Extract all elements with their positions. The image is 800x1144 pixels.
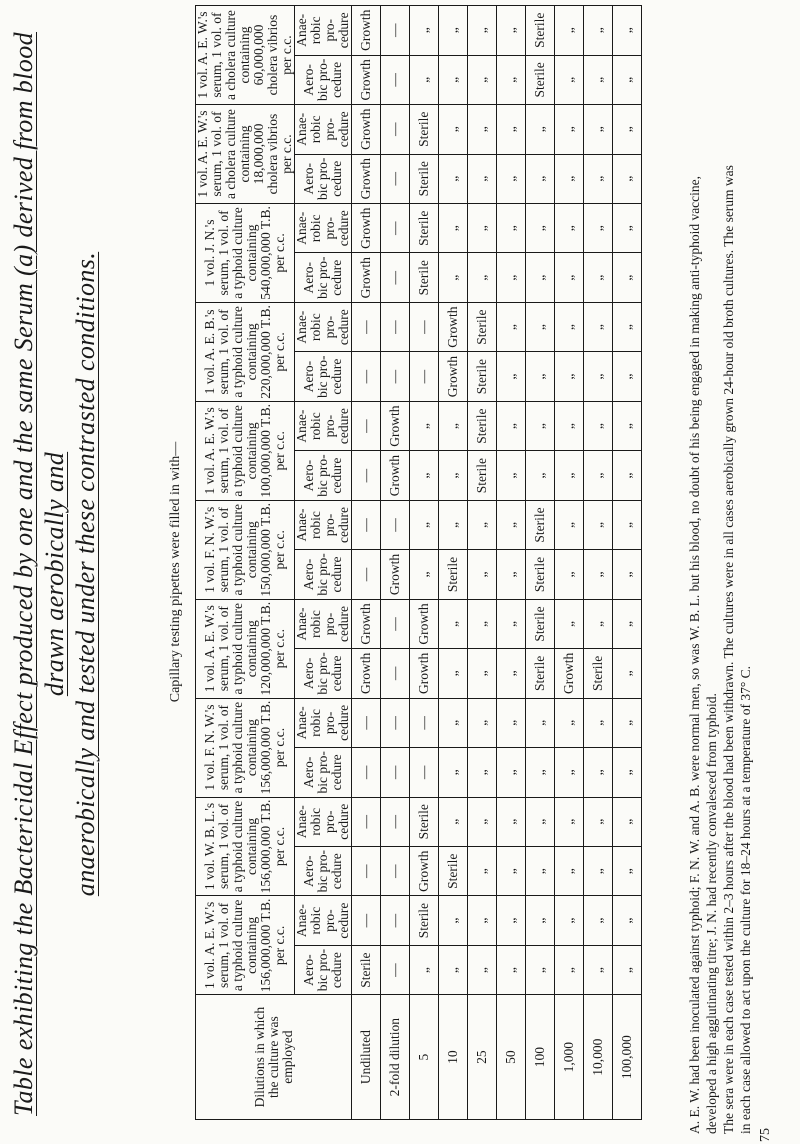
result-cell: „ [613, 302, 642, 351]
result-cell: „ [555, 6, 584, 56]
result-cell: „ [584, 253, 613, 302]
result-cell: Growth [352, 599, 381, 648]
result-cell: „ [613, 253, 642, 302]
result-cell: Growth [352, 6, 381, 56]
subheading: Capillary testing pipettes were filled in with— [168, 441, 183, 703]
result-cell: „ [526, 698, 555, 747]
result-cell: „ [555, 945, 584, 994]
result-cell: „ [468, 945, 497, 994]
result-cell: „ [526, 204, 555, 253]
result-cell: „ [468, 748, 497, 797]
result-cell: — [381, 204, 410, 253]
result-cell: „ [497, 451, 526, 500]
result-cell: „ [497, 846, 526, 895]
result-cell: Growth [352, 204, 381, 253]
result-cell: „ [584, 550, 613, 599]
result-cell: „ [613, 204, 642, 253]
group-header-row [196, 6, 295, 1120]
result-cell: „ [468, 6, 497, 56]
result-cell: „ [468, 204, 497, 253]
result-cell: „ [497, 302, 526, 351]
table-row [526, 6, 555, 1120]
table-body [352, 6, 642, 1120]
result-cell: „ [555, 896, 584, 945]
result-cell: „ [497, 401, 526, 450]
result-cell: Growth [352, 154, 381, 203]
results-table [195, 5, 642, 1120]
result-cell: „ [584, 846, 613, 895]
table-row [381, 6, 410, 1120]
dilution-cell: Undiluted [352, 995, 381, 1120]
result-cell: — [381, 154, 410, 203]
result-cell: „ [497, 748, 526, 797]
table-row [555, 6, 584, 1120]
result-cell: „ [468, 896, 497, 945]
anaerobic-header: Anae-robic pro-cedure [295, 896, 352, 945]
footnote-line: developed a high agglutinating titre; J. N. had recently convalesced from typhoid. [704, 693, 719, 1134]
footnote-line: in each case allowed to act upon the culture for 18–24 hours at a temperature of 37° C. [738, 666, 753, 1134]
result-cell: „ [468, 253, 497, 302]
result-cell: — [352, 500, 381, 549]
result-cell: — [352, 896, 381, 945]
result-cell: — [381, 896, 410, 945]
result-cell: „ [555, 253, 584, 302]
result-cell: — [352, 451, 381, 500]
result-cell: — [381, 352, 410, 401]
result-cell: — [381, 945, 410, 994]
result-cell: „ [439, 154, 468, 203]
aerobic-header: Aero-bic pro-cedure [295, 649, 352, 698]
result-cell: Sterile [410, 204, 439, 253]
result-cell: — [352, 698, 381, 747]
dilution-cell: 1,000 [555, 995, 584, 1120]
result-cell: „ [439, 797, 468, 846]
result-cell: „ [584, 55, 613, 104]
result-cell: „ [497, 550, 526, 599]
result-cell: — [381, 698, 410, 747]
column-group-header: 1 vol. A. E. W.'s serum, 1 vol. of a typhoid culture containing 120,000,000 T.B. per c.c. [196, 599, 295, 698]
result-cell: „ [613, 698, 642, 747]
column-group-header: 1 vol. A. E. W.'s serum, 1 vol. of a cholera culture containing 18,000,000 cholera vibrios per c.c. [196, 105, 295, 204]
result-cell: „ [526, 401, 555, 450]
result-cell: „ [497, 698, 526, 747]
result-cell: „ [439, 698, 468, 747]
result-cell: — [352, 748, 381, 797]
result-cell: „ [410, 55, 439, 104]
result-cell: „ [497, 253, 526, 302]
result-cell: Growth [352, 105, 381, 154]
result-cell: „ [613, 945, 642, 994]
result-cell: „ [584, 748, 613, 797]
result-cell: „ [439, 748, 468, 797]
result-cell: „ [555, 401, 584, 450]
result-cell: „ [584, 154, 613, 203]
result-cell: Growth [381, 550, 410, 599]
result-cell: „ [410, 500, 439, 549]
result-cell: „ [468, 55, 497, 104]
dilution-cell: 10 [439, 995, 468, 1120]
result-cell: Growth [352, 55, 381, 104]
result-cell: — [381, 649, 410, 698]
result-cell: „ [584, 945, 613, 994]
anaerobic-header: Anae-robic pro-cedure [295, 401, 352, 450]
table-row [497, 6, 526, 1120]
result-cell: — [381, 302, 410, 351]
result-cell: „ [526, 945, 555, 994]
result-cell: — [410, 748, 439, 797]
result-cell: — [352, 302, 381, 351]
footnotes [686, 9, 754, 1134]
result-cell: „ [439, 55, 468, 104]
result-cell: Sterile [468, 451, 497, 500]
result-cell: „ [584, 500, 613, 549]
result-cell: Sterile [526, 500, 555, 549]
aerobic-header: Aero-bic pro-cedure [295, 451, 352, 500]
result-cell: — [381, 55, 410, 104]
result-cell: Sterile [526, 55, 555, 104]
result-cell: Growth [352, 649, 381, 698]
result-cell: „ [526, 105, 555, 154]
result-cell: „ [555, 352, 584, 401]
result-cell: Sterile [352, 945, 381, 994]
dilution-header: Dilutions in which the culture was employed [196, 995, 352, 1120]
result-cell: „ [584, 105, 613, 154]
result-cell: „ [584, 302, 613, 351]
result-cell: — [381, 253, 410, 302]
result-cell: — [381, 105, 410, 154]
result-cell: „ [439, 451, 468, 500]
result-cell: „ [613, 846, 642, 895]
result-cell: „ [439, 945, 468, 994]
result-cell: Sterile [584, 649, 613, 698]
result-cell: „ [613, 550, 642, 599]
result-cell: „ [468, 500, 497, 549]
result-cell: „ [526, 748, 555, 797]
result-cell: Sterile [410, 105, 439, 154]
aerobic-header: Aero-bic pro-cedure [295, 945, 352, 994]
dilution-cell: 100 [526, 995, 555, 1120]
result-cell: „ [497, 945, 526, 994]
result-cell: — [410, 352, 439, 401]
result-cell: „ [555, 154, 584, 203]
result-cell: „ [613, 797, 642, 846]
result-cell: „ [613, 451, 642, 500]
result-cell: Sterile [410, 154, 439, 203]
result-cell: „ [497, 6, 526, 56]
result-cell: „ [555, 698, 584, 747]
result-cell: „ [497, 154, 526, 203]
result-cell: „ [468, 599, 497, 648]
result-cell: — [352, 550, 381, 599]
result-cell: Sterile [526, 550, 555, 599]
result-cell: — [410, 302, 439, 351]
aerobic-header: Aero-bic pro-cedure [295, 748, 352, 797]
result-cell: „ [555, 550, 584, 599]
result-cell: „ [555, 105, 584, 154]
result-cell: „ [497, 649, 526, 698]
result-cell: — [381, 500, 410, 549]
result-cell: Sterile [468, 352, 497, 401]
result-cell: Sterile [439, 846, 468, 895]
column-group-header: 1 vol. F. N. W.'s serum, 1 vol. of a typhoid culture containing 150,000,000 T.B. per c.c. [196, 500, 295, 599]
anaerobic-header: Anae-robic pro-cedure [295, 698, 352, 747]
column-group-header: 1 vol. F. N. W.'s serum, 1 vol. of a typhoid culture containing 156,000,000 T.B. per c.c. [196, 698, 295, 797]
result-cell: „ [555, 797, 584, 846]
result-cell: Sterile [439, 550, 468, 599]
result-cell: „ [468, 105, 497, 154]
result-cell: „ [555, 204, 584, 253]
dilution-cell: 10,000 [584, 995, 613, 1120]
aerobic-header: Aero-bic pro-cedure [295, 55, 352, 104]
result-cell: Growth [410, 649, 439, 698]
result-cell: „ [613, 105, 642, 154]
result-cell: „ [497, 500, 526, 549]
result-cell: „ [555, 500, 584, 549]
result-cell: „ [410, 451, 439, 500]
result-cell: „ [555, 599, 584, 648]
result-cell: „ [439, 896, 468, 945]
result-cell: „ [526, 797, 555, 846]
result-cell: „ [410, 550, 439, 599]
result-cell: „ [526, 451, 555, 500]
result-cell: Sterile [468, 302, 497, 351]
table-row [352, 6, 381, 1120]
footnote-line: A. E. W. had been inoculated against typhoid; F. N. W. and A. B. were normal men, so was W. B. L. but his blood, no doubt of his being engaged in making anti-typhoid vaccine, [687, 175, 702, 1134]
result-cell: „ [584, 698, 613, 747]
result-cell: „ [497, 352, 526, 401]
result-cell: „ [613, 6, 642, 56]
result-cell: — [352, 401, 381, 450]
anaerobic-header: Anae-robic pro-cedure [295, 797, 352, 846]
result-cell: „ [584, 797, 613, 846]
result-cell: „ [468, 154, 497, 203]
table-row [584, 6, 613, 1120]
result-cell: „ [468, 698, 497, 747]
result-cell: „ [613, 896, 642, 945]
result-cell: „ [613, 401, 642, 450]
result-cell: „ [439, 105, 468, 154]
result-cell: „ [613, 748, 642, 797]
result-cell: „ [410, 401, 439, 450]
aerobic-header: Aero-bic pro-cedure [295, 352, 352, 401]
result-cell: „ [497, 599, 526, 648]
result-cell: Sterile [526, 649, 555, 698]
column-group-header: 1 vol. A. E. B.'s serum, 1 vol. of a typhoid culture containing 220,000,000 T.B. per c.c. [196, 302, 295, 401]
anaerobic-header: Anae-robic pro-cedure [295, 105, 352, 154]
result-cell: Growth [439, 302, 468, 351]
result-cell: — [352, 846, 381, 895]
result-cell: — [352, 797, 381, 846]
result-cell: Growth [381, 451, 410, 500]
column-group-header: 1 vol. A. E. W.'s serum, 1 vol. of a cholera culture containing 60,000,000 cholera vibrios per c.c. [196, 6, 295, 105]
footnote-line: The sera were in each case tested within 2–3 hours after the blood had been withdrawn. The cultures were in all cases aerobically grown 24-hour old broth cultures. The serum was [721, 165, 736, 1134]
table-row [613, 6, 642, 1120]
result-cell: — [381, 599, 410, 648]
result-cell: „ [613, 599, 642, 648]
result-cell: „ [526, 352, 555, 401]
result-cell: „ [497, 797, 526, 846]
result-cell: — [381, 797, 410, 846]
result-cell: „ [584, 6, 613, 56]
result-cell: „ [439, 204, 468, 253]
result-cell: „ [439, 253, 468, 302]
result-cell: Growth [352, 253, 381, 302]
result-cell: „ [410, 945, 439, 994]
result-cell: Sterile [526, 599, 555, 648]
result-cell: „ [584, 599, 613, 648]
result-cell: „ [497, 55, 526, 104]
dilution-cell: 5 [410, 995, 439, 1120]
result-cell: „ [555, 748, 584, 797]
column-group-header: 1 vol. W. B. L.'s serum, 1 vol. of a typhoid culture containing 156,000,000 T.B. per c.c. [196, 797, 295, 896]
result-cell: „ [613, 649, 642, 698]
table-row [468, 6, 497, 1120]
result-cell: „ [439, 500, 468, 549]
result-cell: „ [497, 896, 526, 945]
dilution-cell: 100,000 [613, 995, 642, 1120]
result-cell: „ [526, 846, 555, 895]
result-cell: „ [410, 6, 439, 56]
result-cell: „ [613, 55, 642, 104]
result-cell: Sterile [468, 401, 497, 450]
result-cell: Growth [555, 649, 584, 698]
anaerobic-header: Anae-robic pro-cedure [295, 204, 352, 253]
result-cell: — [352, 352, 381, 401]
aerobic-header: Aero-bic pro-cedure [295, 154, 352, 203]
result-cell: „ [497, 105, 526, 154]
dilution-cell: 50 [497, 995, 526, 1120]
result-cell: „ [526, 302, 555, 351]
result-cell: „ [584, 401, 613, 450]
anaerobic-header: Anae-robic pro-cedure [295, 500, 352, 549]
result-cell: — [381, 6, 410, 56]
page-number: 75 [758, 1128, 773, 1142]
result-cell: „ [555, 55, 584, 104]
result-cell: „ [526, 896, 555, 945]
aerobic-header: Aero-bic pro-cedure [295, 846, 352, 895]
column-group-header: 1 vol. A. E. W.'s serum, 1 vol. of a typhoid culture containing 156,000,000 T.B. per c.c. [196, 896, 295, 995]
result-cell: Growth [410, 599, 439, 648]
result-cell: „ [526, 154, 555, 203]
result-cell: „ [584, 204, 613, 253]
result-cell: „ [439, 599, 468, 648]
result-cell: Sterile [410, 896, 439, 945]
result-cell: „ [497, 204, 526, 253]
result-cell: Growth [410, 846, 439, 895]
result-cell: „ [468, 550, 497, 599]
result-cell: „ [468, 649, 497, 698]
result-cell: Sterile [410, 797, 439, 846]
result-cell: — [381, 846, 410, 895]
title-line-2: anaerobically and tested under these contrasted conditions. [71, 251, 100, 897]
result-cell: „ [555, 451, 584, 500]
result-cell: „ [613, 500, 642, 549]
table-row [410, 6, 439, 1120]
result-cell: Growth [439, 352, 468, 401]
dilution-cell: 2-fold dilution [381, 995, 410, 1120]
column-group-header: 1 vol. J. N.'s serum, 1 vol. of a typhoid culture containing 540,000,000 T.B. per c.c. [196, 204, 295, 303]
anaerobic-header: Anae-robic pro-cedure [295, 6, 352, 56]
result-cell: „ [468, 797, 497, 846]
result-cell: „ [584, 352, 613, 401]
result-cell: „ [555, 302, 584, 351]
result-cell: „ [613, 154, 642, 203]
title-line-1: Table exhibiting the Bactericidal Effect produced by one and the same Serum (a) derived from blood drawn aerobically and [9, 31, 69, 1117]
aerobic-header: Aero-bic pro-cedure [295, 550, 352, 599]
anaerobic-header: Anae-robic pro-cedure [295, 302, 352, 351]
anaerobic-header: Anae-robic pro-cedure [295, 599, 352, 648]
table-title [8, 24, 101, 1124]
result-cell: „ [439, 401, 468, 450]
table-row [439, 6, 468, 1120]
procedure-header-row [295, 6, 352, 1120]
result-cell: „ [439, 6, 468, 56]
result-cell: — [381, 748, 410, 797]
aerobic-header: Aero-bic pro-cedure [295, 253, 352, 302]
result-cell: — [410, 698, 439, 747]
result-cell: „ [555, 846, 584, 895]
result-cell: „ [526, 253, 555, 302]
column-group-header: 1 vol. A. E. W.'s serum, 1 vol. of a typhoid culture containing 100,000,000 T.B. per c.c. [196, 401, 295, 500]
dilution-cell: 25 [468, 995, 497, 1120]
result-cell: Growth [381, 401, 410, 450]
result-cell: „ [584, 896, 613, 945]
result-cell: Sterile [526, 6, 555, 56]
result-cell: „ [613, 352, 642, 401]
result-cell: „ [584, 451, 613, 500]
result-cell: Sterile [410, 253, 439, 302]
result-cell: „ [468, 846, 497, 895]
result-cell: „ [439, 649, 468, 698]
